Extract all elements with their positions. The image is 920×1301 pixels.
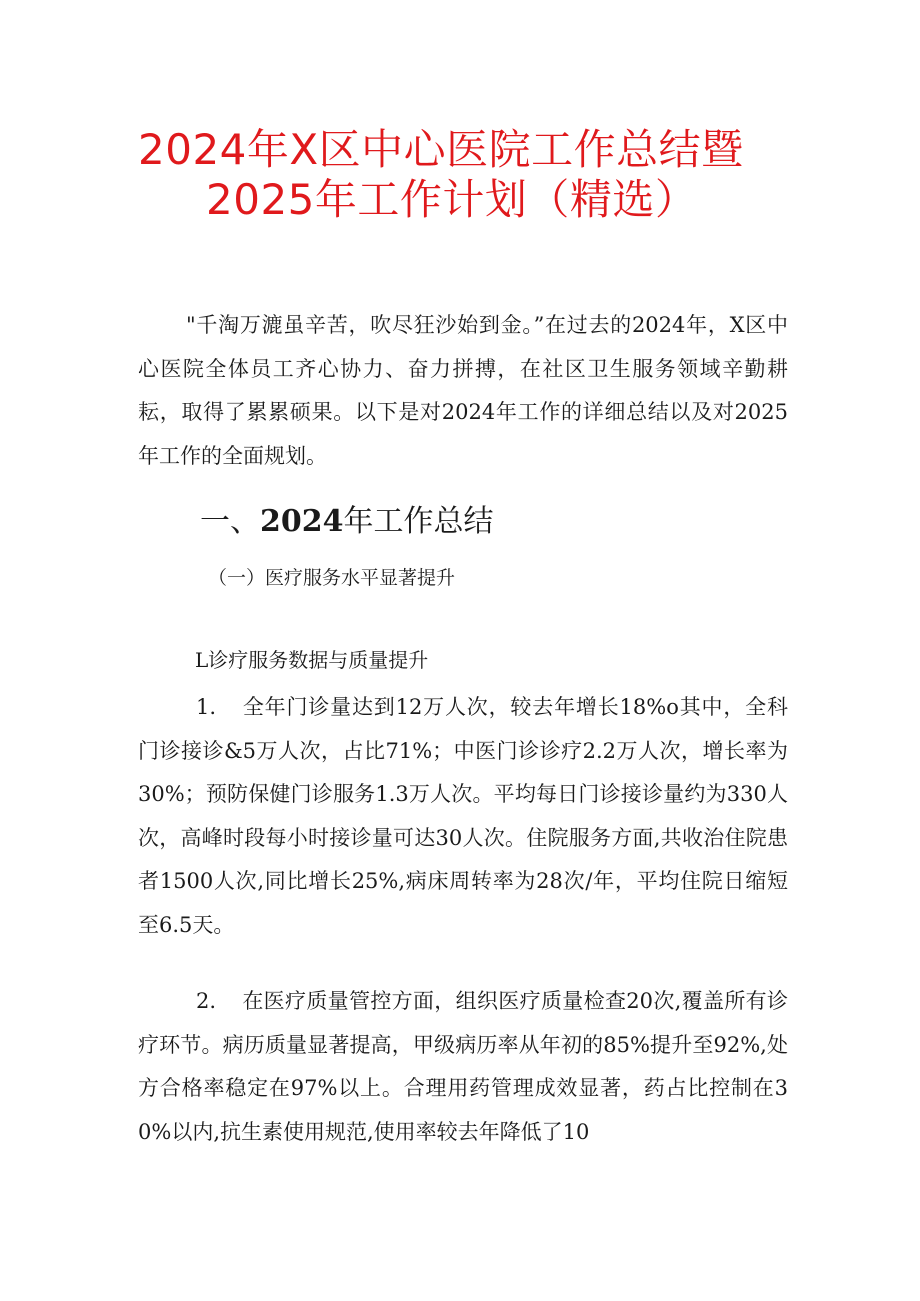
document-title-line-2: 2025年工作计划（精选）: [206, 175, 698, 224]
paragraph-number: 2.: [196, 989, 217, 1013]
paragraph-text: 在医疗质量管控方面，组织医疗质量检查20次,覆盖所有诊疗环节。病历质量显著提高，甲级病历率从年初的85%提升至92%,处方合格率稳定在97%以上。合理用药管理成效显著，药占比控制在30%以内,抗生素使用规范,使用率较去年降低了10: [138, 989, 788, 1144]
sub-subsection-heading-1: L诊疗服务数据与质量提升: [195, 648, 429, 672]
section-heading-prefix: 一、: [200, 504, 260, 539]
section-heading-1: [200, 500, 494, 544]
intro-paragraph: "千淘万漉虽辛苦，吹尽狂沙始到金。”在过去的2024年，X区中心医院全体员工齐心协力、奋力拼搏，在社区卫生服务领域辛勤耕耘，取得了累累硕果。以下是对2024年工作的详细总结以及对2025年工作的全面规划。: [138, 313, 788, 468]
numbered-paragraph: [138, 980, 788, 1154]
paragraph-number: 1.: [196, 695, 217, 719]
document-title-line-1: 2024年X区中心医院工作总结暨: [138, 125, 744, 174]
paragraph-text: 全年门诊量达到12万人次，较去年增长18%o其中，全科门诊接诊&5万人次，占比71%；中医门诊诊疗2.2万人次，增长率为30%；预防保健门诊服务1.3万人次。平均每日门诊接诊量约为330人次，高峰时段每小时接诊量可达30人次。住院服务方面,共收治住院患者1500人次,同比增长25%,病床周转率为28次/年，平均住院日缩短至6.5天。: [138, 695, 788, 937]
subsection-heading-1: （一）医疗服务水平显著提升: [208, 567, 456, 589]
section-heading-text: 年工作总结: [343, 504, 494, 539]
numbered-paragraph: [138, 686, 788, 947]
section-heading-year: 2024: [260, 504, 344, 539]
